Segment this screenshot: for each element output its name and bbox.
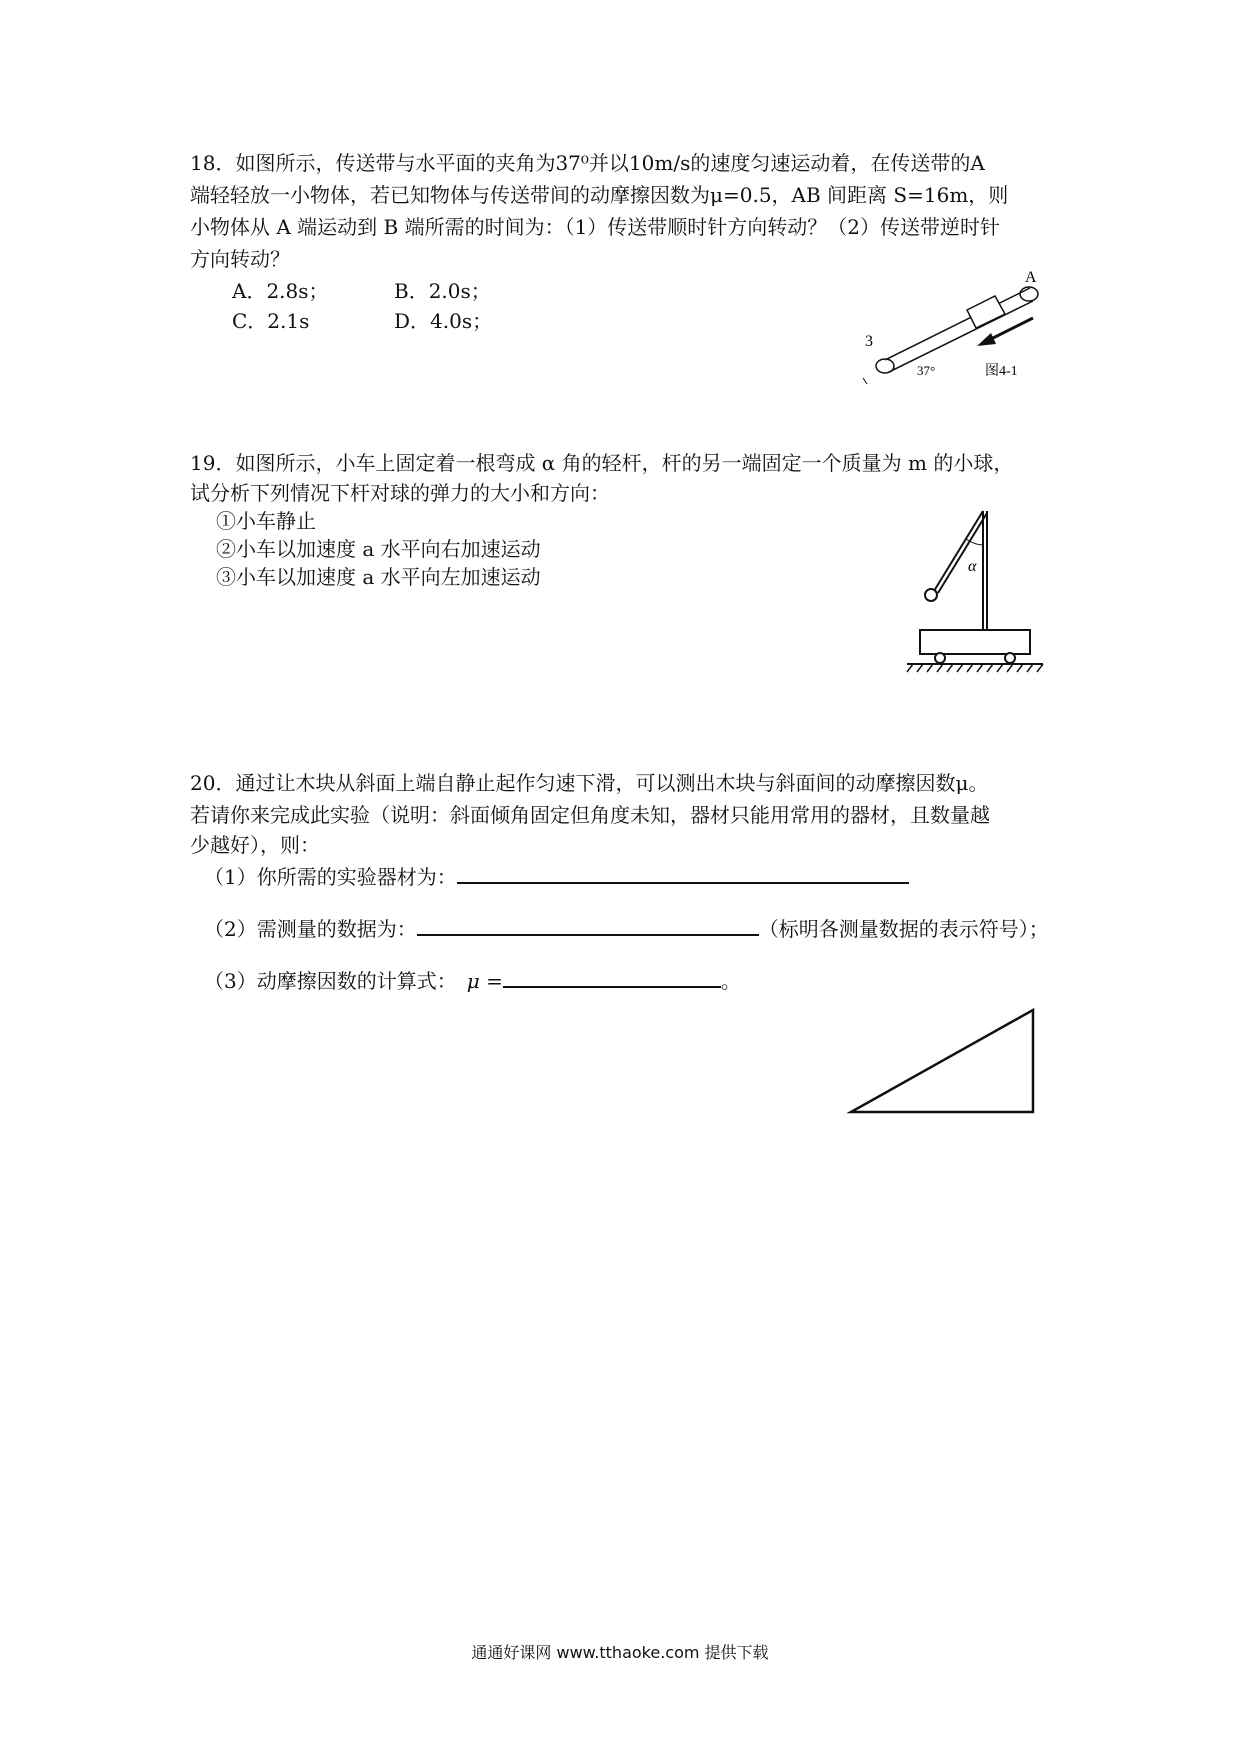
q19-line-1: 19．如图所示，小车上固定着一根弯成 α 角的轻杆，杆的另一端固定一个质量为 m 的小球， [190, 451, 1014, 475]
data-blank[interactable] [417, 912, 759, 936]
q19-case-2: ②小车以加速度 a 水平向右加速运动 [216, 537, 541, 561]
bent-rod-2 [938, 513, 987, 593]
q20-part-1-label: （1）你所需的实验器材为： [204, 865, 457, 889]
q20-line-2: 若请你来完成此实验（说明：斜面倾角固定但角度未知，器材只能用常用的器材，且数量越 [190, 803, 990, 827]
q20-line-1: 20．通过让木块从斜面上端自静止起作匀速下滑，可以测出木块与斜面间的动摩擦因数μ。 [190, 771, 989, 795]
conveyor-figure [855, 262, 1055, 392]
block [967, 296, 1005, 328]
q18-line-2: 端轻轻放一小物体，若已知物体与传送带间的动摩擦因数为μ=0.5，AB 间距离 S=16m，则 [190, 183, 1009, 207]
direction-arrow-head [977, 333, 996, 346]
left-wheel [935, 653, 945, 663]
q18-line-4: 方向转动？ [190, 247, 290, 271]
q20-line-3: 少越好），则： [190, 833, 320, 857]
q20-part-2 [204, 912, 1049, 944]
q18-option-a: A．2.8s； [232, 279, 329, 303]
q20-part-3-label: （3）动摩擦因数的计算式： [204, 969, 457, 993]
figure-caption: 图4-1 [985, 364, 1018, 379]
q20-part-1 [204, 860, 909, 892]
q20-part-2-note: （标明各测量数据的表示符号）； [758, 917, 1049, 941]
q20-part-3-end: 。 [720, 969, 741, 993]
angle-label: 37° [917, 363, 936, 378]
mu-symbol: μ = [466, 969, 503, 993]
belt-upper-line [885, 288, 1030, 360]
bent-rod [934, 511, 983, 591]
cart-figure [895, 505, 1045, 680]
q18-option-d: D．4.0s； [394, 309, 493, 333]
label-b: 3 [865, 333, 873, 350]
q18-line-1: 18．如图所示，传送带与水平面的夹角为37⁰并以10m/s的速度匀速运动着，在传送带的A [190, 151, 985, 175]
q19-case-1: ①小车静止 [216, 509, 316, 533]
ground-tick [863, 378, 867, 384]
angle-alpha-label: α [968, 558, 977, 575]
q20-part-2-label: （2）需测量的数据为： [204, 917, 417, 941]
footer-text: 通通好课网 www.tthaoke.com 提供下载 [471, 1643, 769, 1662]
ground-hatching [907, 664, 1043, 672]
q19-line-2: 试分析下列情况下杆对球的弹力的大小和方向： [190, 481, 610, 505]
cart-body [920, 630, 1030, 654]
formula-blank[interactable] [503, 964, 721, 988]
incline-triangle [851, 1010, 1033, 1112]
q18-line-3: 小物体从 A 端运动到 B 端所需的时间为：（1）传送带顺时针方向转动？（2）传送带逆时针 [190, 215, 1001, 239]
right-wheel [1005, 653, 1015, 663]
belt-lower-line [887, 301, 1033, 373]
q19-case-3: ③小车以加速度 a 水平向左加速运动 [216, 565, 541, 589]
equipment-blank[interactable] [457, 860, 909, 884]
label-a: A [1025, 269, 1037, 286]
incline-figure [845, 1000, 1045, 1120]
q20-part-3 [204, 964, 741, 996]
q18-option-c: C．2.1s [232, 309, 310, 333]
ball [925, 589, 937, 601]
q18-option-b: B．2.0s； [394, 279, 491, 303]
roller-b [876, 359, 894, 373]
